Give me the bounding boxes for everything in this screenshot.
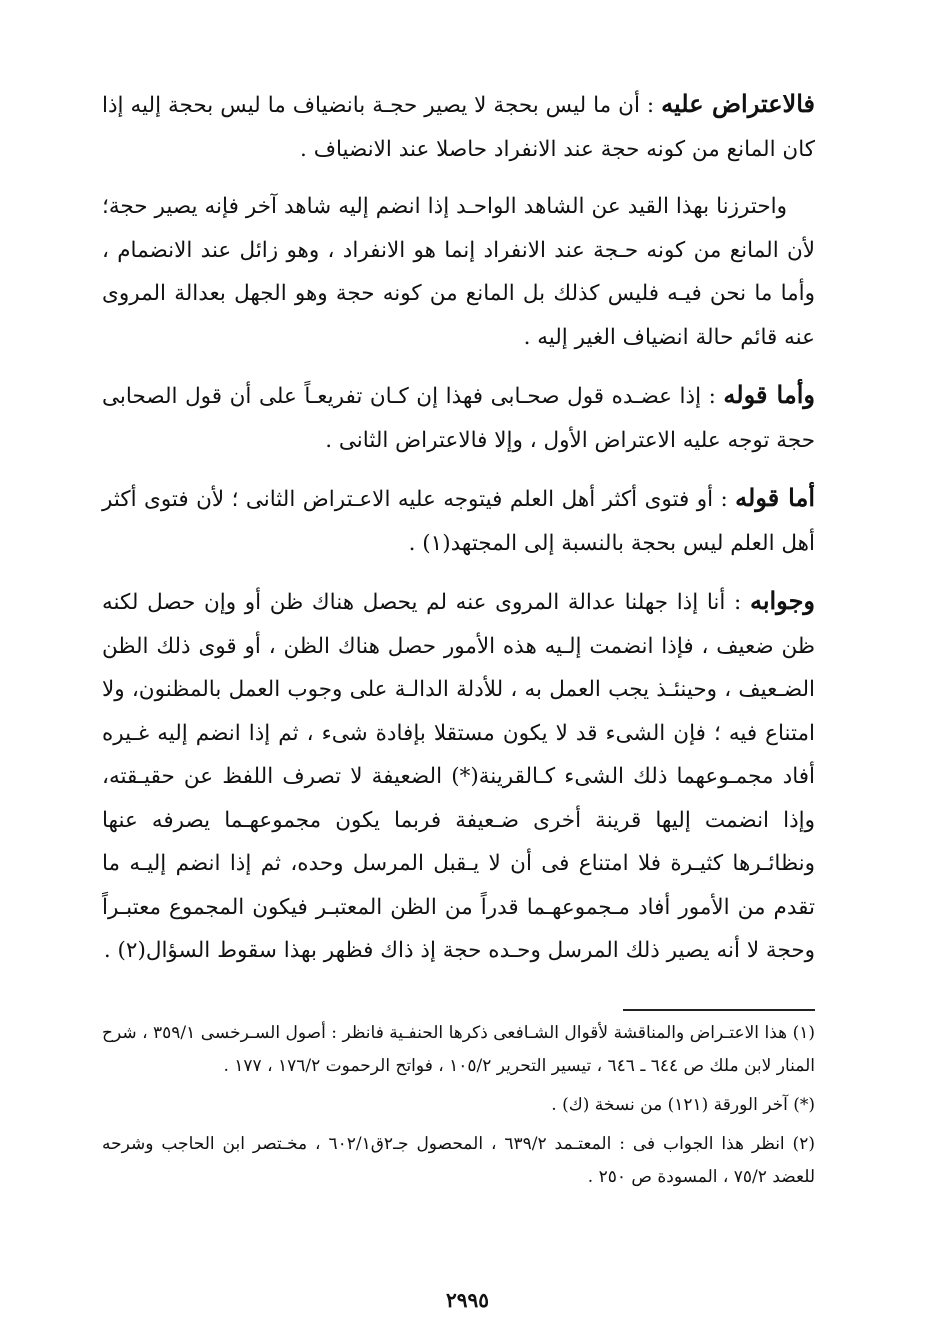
paragraph-companion-opinion [102,373,815,462]
paragraph-body: واحترزنا بهذا القيد عن الشاهد الواحـد إذا انضم إليه شاهد آخر فإنه يصير حجة؛ لأن المانع من كونه حـجة عند الانفراد إنما هو الانفراد ، وهو زائل عند الانضمام ، وأما ما نحن فيـه فليس كذلك بل المانع من كونه حجة وهو الجهل بعدالة المروى عنه قائم حالة انضياف الغير إليه . [102,194,815,350]
paragraph-clarification [102,185,815,359]
paragraph-lead: وجوابه [749,586,815,615]
paragraph-body: : إذا عضـده قول صحـابى فهذا إن كـان تفريعـاً على أن قول الصحابى حجة توجه عليه الاعتراض الأول ، وإلا فالاعتراض الثانى . [102,384,815,453]
page-number: ٢٩٩٥ [446,1288,489,1312]
main-text [102,82,815,973]
footnote-star: (*) آخر الورقة (١٢١) من نسخة (ك) . [551,1094,815,1115]
paragraph-lead: فالاعتراض عليه [661,89,815,118]
footnote-2: (٢) انظر هذا الجواب فى : المعتـمد ٦٣٩/٢ ، المحصول جـ٢ق٦٠٢/١ ، مخـتصر ابن الحاجب وشرحه للعضد ٧٥/٢ ، المسودة ص ٢٥٠ . [102,1133,815,1187]
paragraph-lead: وأما قوله [723,380,815,409]
footnote-divider [623,1009,815,1011]
paragraph-objection [102,82,815,171]
paragraph-body: : أنا إذا جهلنا عدالة المروى عنه لم يحصل هناك ظن أو وإن حصل لكنه ظن ضعيف ، فإذا انضمت إلـيه هذه الأمور حصل هناك الظن ، أو قوى ذلك الظن الضـعيف ، وحينئـذ يجب العمل به ، للأدلة الدالـة على وجوب العمل بالمظنون، ولا امتناع فيه ؛ فإن الشىء قد لا يكون مستقلا بإفادة شىء ، ثم إذا انضم إليه غـيره أفاد مجمـوعهما ذلك الشىء كـالقرينة(*) الضعيفة لا تصرف اللفظ عن حقيـقته، وإذا انضمت إليها قرينة أخرى ضـعيفة فربما يكون مجموعهـما يصرفه عنها ونظائـرها كثيـرة فلا امتناع فى أن لا يـقبل المرسل وحده، ثم إذا انضم إليـه ما تقدم من الأمور أفاد مـجموعهـما قدراً من الظن المعتبـر فيكون المجموع معتبـراً وحجة لا أنه يصير ذلك المرسل وحـده حجة إذ ذاك فظهر بهذا سقوط السؤال(٢) . [102,590,815,963]
footnote-1: (١) هذا الاعتـراض والمناقشة لأقوال الشـافعى ذكرها الحنفـية فانظر : أصول السـرخسى ٣٥٩/١ ، شرح المنار لابن ملك ص ٦٤٤ ـ ٦٤٦ ، تيسير التحرير ١٠٥/٢ ، فواتح الرحموت ١٧٦/٢ ، ١٧٧ . [102,1022,815,1076]
paragraph-body: : أو فتوى أكثر أهل العلم فيتوجه عليه الاعـتراض الثانى ؛ لأن فتوى أكثر أهل العلم ليس بحجة بالنسبة إلى المجتهد(١) . [102,487,815,556]
paragraph-lead: أما قوله [735,483,815,512]
paragraph-answer [102,579,815,973]
paragraph-body: : أن ما ليس بحجة لا يصير حجـة بانضياف ما ليس بحجة إليه إذا كان المانع من كونه حجة عند الانفراد حاصلا عند الانضياف . [102,93,815,162]
paragraph-scholars-fatwa [102,476,815,565]
footnotes [102,1017,815,1194]
